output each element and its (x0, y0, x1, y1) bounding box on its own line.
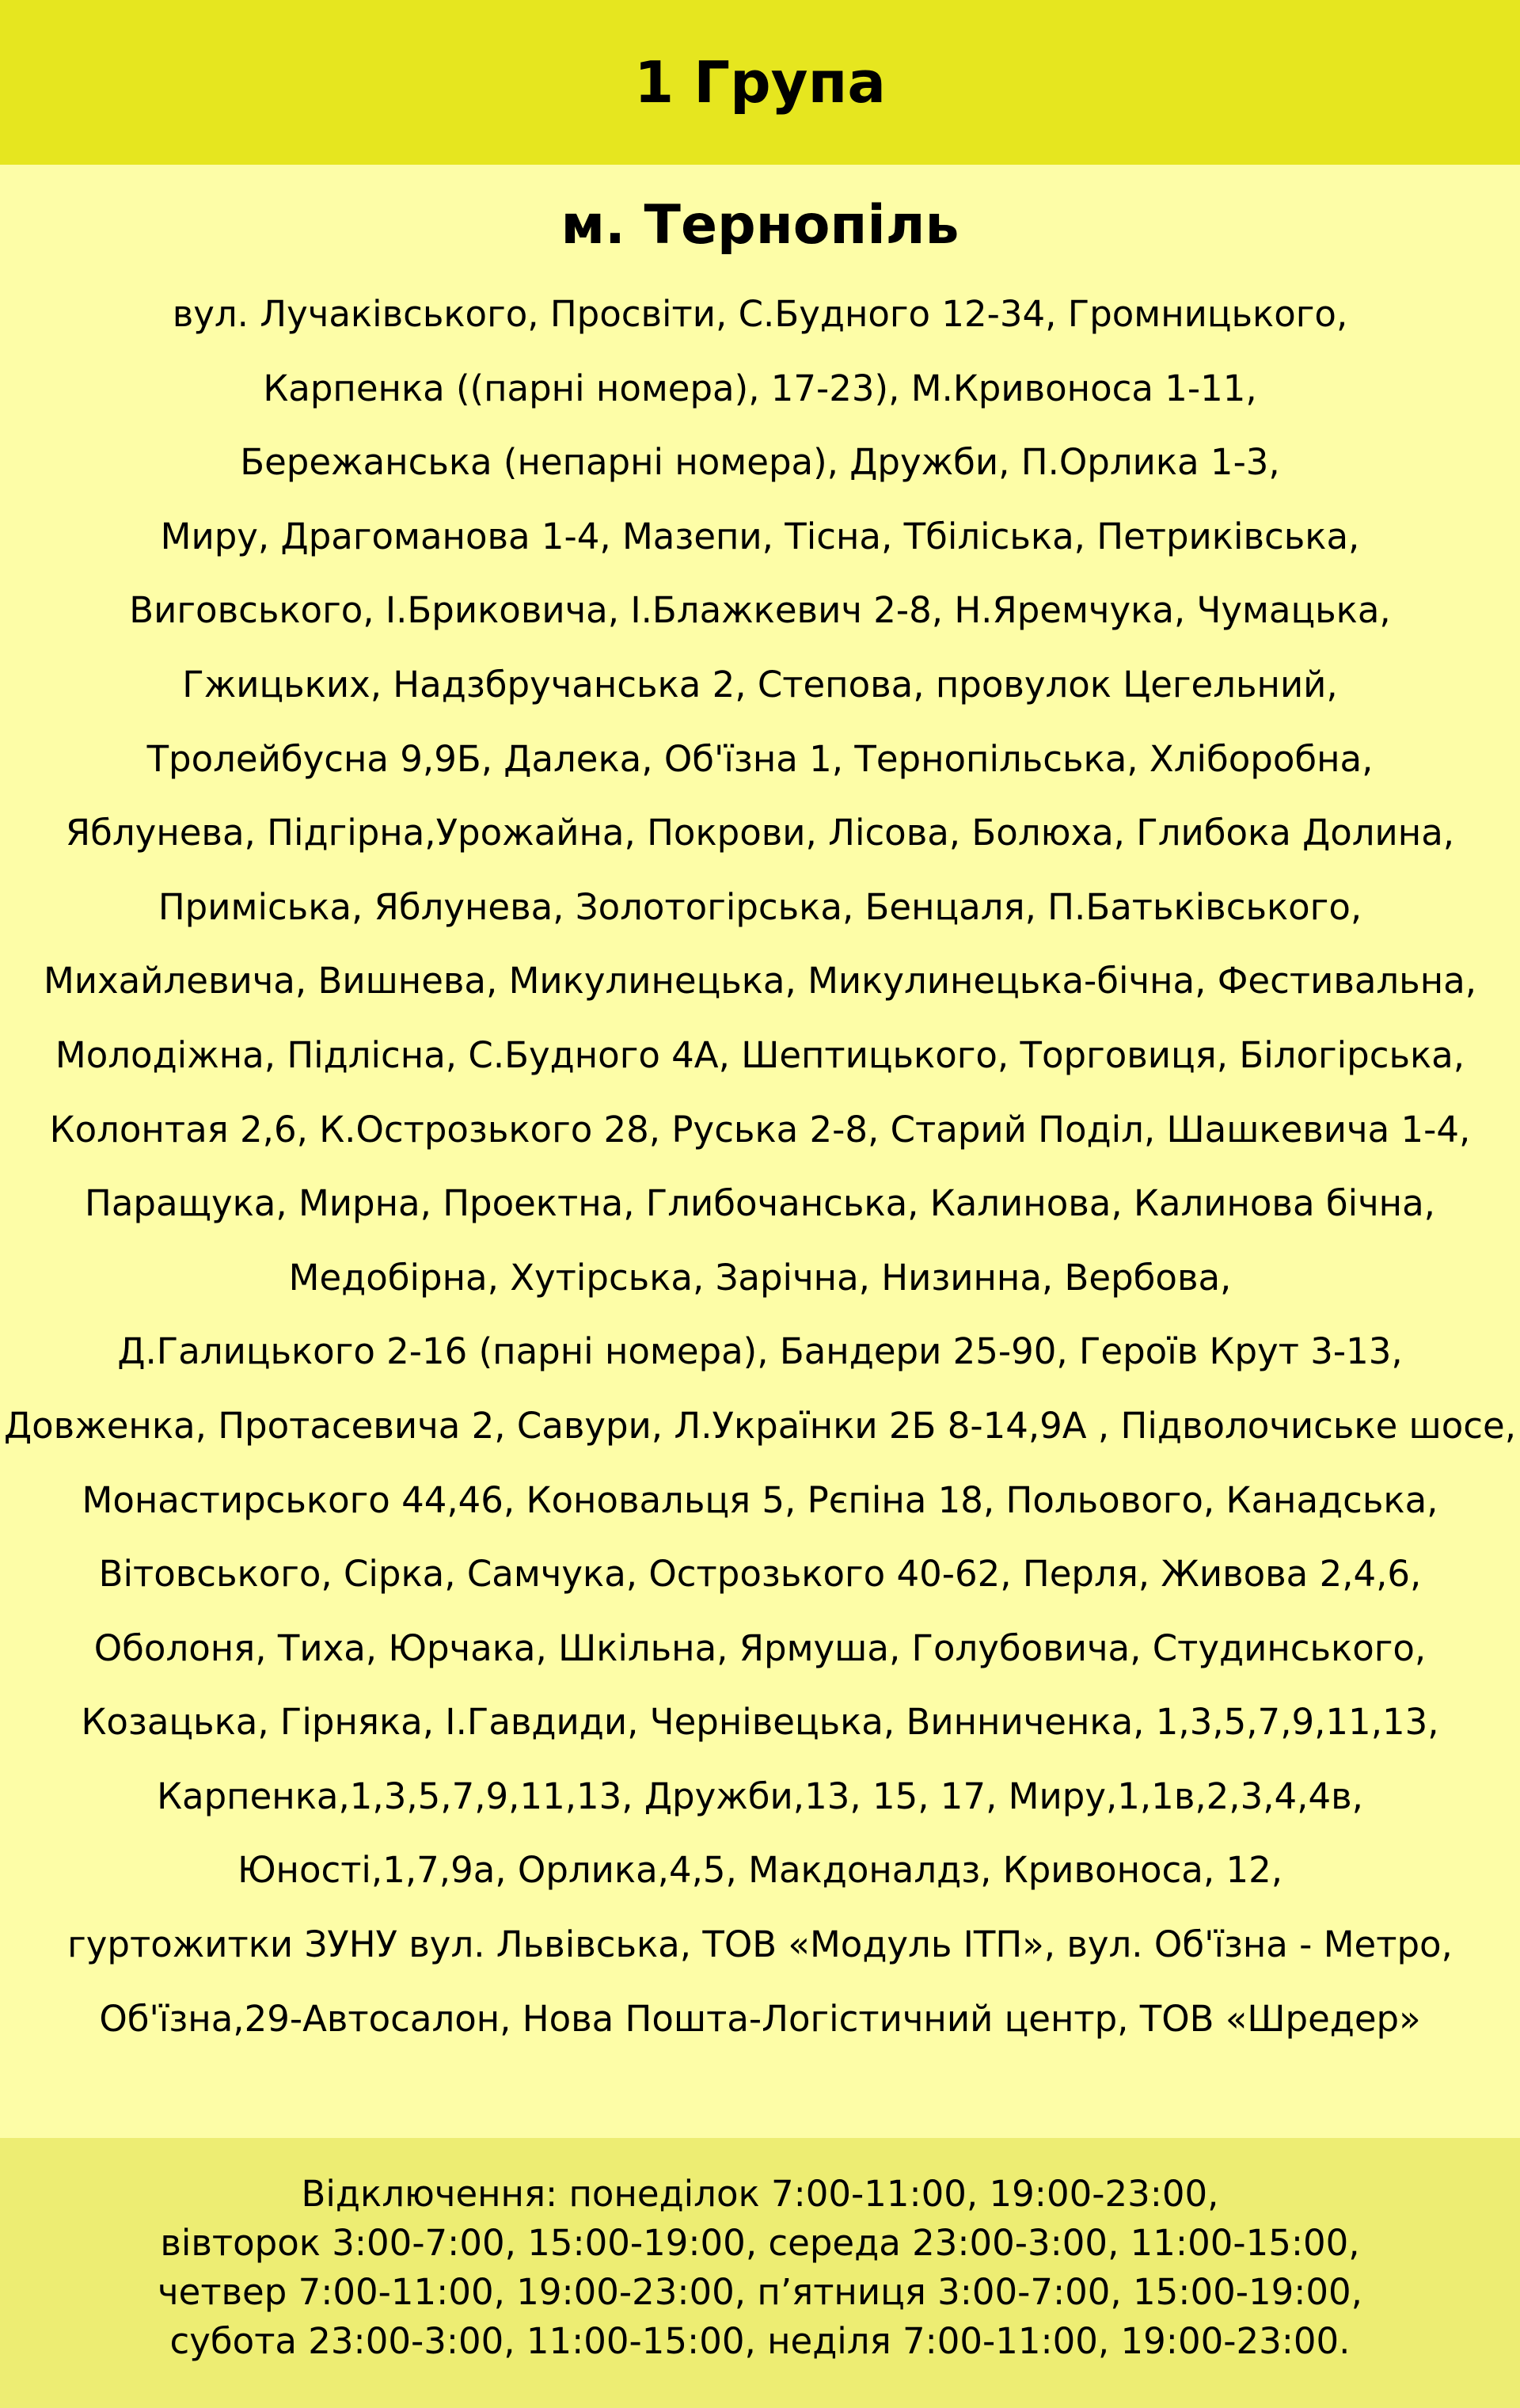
street-list (0, 277, 1520, 2056)
schedule-line: субота 23:00-3:00, 11:00-15:00, неділя 7:00-11:00, 19:00-23:00. (169, 2320, 1351, 2362)
street-line: Яблунева, Підгірна,Урожайна, Покрови, Лісова, Болюха, Глибока Долина, (65, 812, 1455, 854)
street-line: вул. Лучаківського, Просвіти, С.Будного 12-34, Громницького, (172, 293, 1348, 335)
street-line: Гжицьких, Надзбручанська 2, Степова, провулок Цегельний, (182, 663, 1338, 706)
street-line: Молодіжна, Підлісна, С.Будного 4А, Шептицького, Торговиця, Білогірська, (55, 1033, 1465, 1076)
schedule-line: Відключення: понеділок 7:00-11:00, 19:00-23:00, (301, 2173, 1219, 2215)
street-line: Медобірна, Хутірська, Зарічна, Низинна, Вербова, (288, 1256, 1232, 1299)
street-line: Карпенка ((парні номера), 17-23), М.Кривоноса 1-11, (263, 367, 1257, 409)
group-title: 1 Група (634, 49, 886, 116)
street-line: Колонтая 2,6, К.Острозького 28, Руська 2-8, Старий Поділ, Шашкевича 1-4, (49, 1108, 1471, 1151)
street-line: Вітовського, Сірка, Самчука, Острозького 40-62, Перля, Живова 2,4,6, (98, 1553, 1422, 1596)
street-line: Юності,1,7,9а, Орлика,4,5, Макдоналдз, Кривоноса, 12, (237, 1849, 1283, 1892)
schedule-line: вівторок 3:00-7:00, 15:00-19:00, середа 23:00-3:00, 11:00-15:00, (160, 2222, 1360, 2264)
street-line: Миру, Драгоманова 1-4, Мазепи, Тісна, Тбіліська, Петриківська, (160, 515, 1360, 557)
street-line: Оболоня, Тиха, Юрчака, Шкільна, Ярмуша, Голубовича, Студинського, (93, 1626, 1427, 1669)
city-title: м. Тернопіль (560, 194, 960, 257)
street-line: Михайлевича, Вишнева, Микулинецька, Микулинецька-бічна, Фестивальна, (43, 960, 1477, 1002)
group-header (0, 0, 1520, 165)
street-line: Довженка, Протасевича 2, Савури, Л.Українки 2Б 8-14,9А , Підволочиське шосе, (3, 1404, 1517, 1447)
street-line: Тролейбусна 9,9Б, Далека, Об'їзна 1, Тернопільська, Хліборобна, (146, 737, 1374, 780)
street-line: Бережанська (непарні номера), Дружби, П.Орлика 1-3, (240, 441, 1280, 484)
street-line: Паращука, Мирна, Проектна, Глибочанська, Калинова, Калинова бічна, (85, 1182, 1435, 1225)
street-line: Козацька, Гірняка, І.Гавдиди, Чернівецька, Винниченка, 1,3,5,7,9,11,13, (81, 1701, 1439, 1744)
street-line: Виговського, І.Бриковича, І.Блажкевич 2-8, Н.Яремчука, Чумацька, (129, 589, 1391, 632)
street-line: гуртожитки ЗУНУ вул. Львівська, ТОВ «Модуль ІТП», вул. Об'їзна - Метро, (67, 1923, 1453, 1966)
schedule-panel (0, 2138, 1520, 2408)
schedule-line: четвер 7:00-11:00, 19:00-23:00, п’ятниця 3:00-7:00, 15:00-19:00, (158, 2271, 1362, 2313)
street-line: Д.Галицького 2-16 (парні номера), Бандери 25-90, Героїв Крут 3-13, (117, 1330, 1403, 1373)
street-line: Монастирського 44,46, Коновальця 5, Рєпіна 18, Польового, Канадська, (82, 1478, 1438, 1521)
street-line: Карпенка,1,3,5,7,9,11,13, Дружби,13, 15, 17, Миру,1,1в,2,3,4,4в, (157, 1775, 1363, 1817)
street-line: Приміська, Яблунева, Золотогірська, Бенцаля, П.Батьківського, (158, 885, 1362, 928)
address-panel (0, 165, 1520, 2138)
street-line: Об'їзна,29-Автосалон, Нова Пошта-Логістичний центр, ТОВ «Шредер» (99, 1997, 1421, 2040)
